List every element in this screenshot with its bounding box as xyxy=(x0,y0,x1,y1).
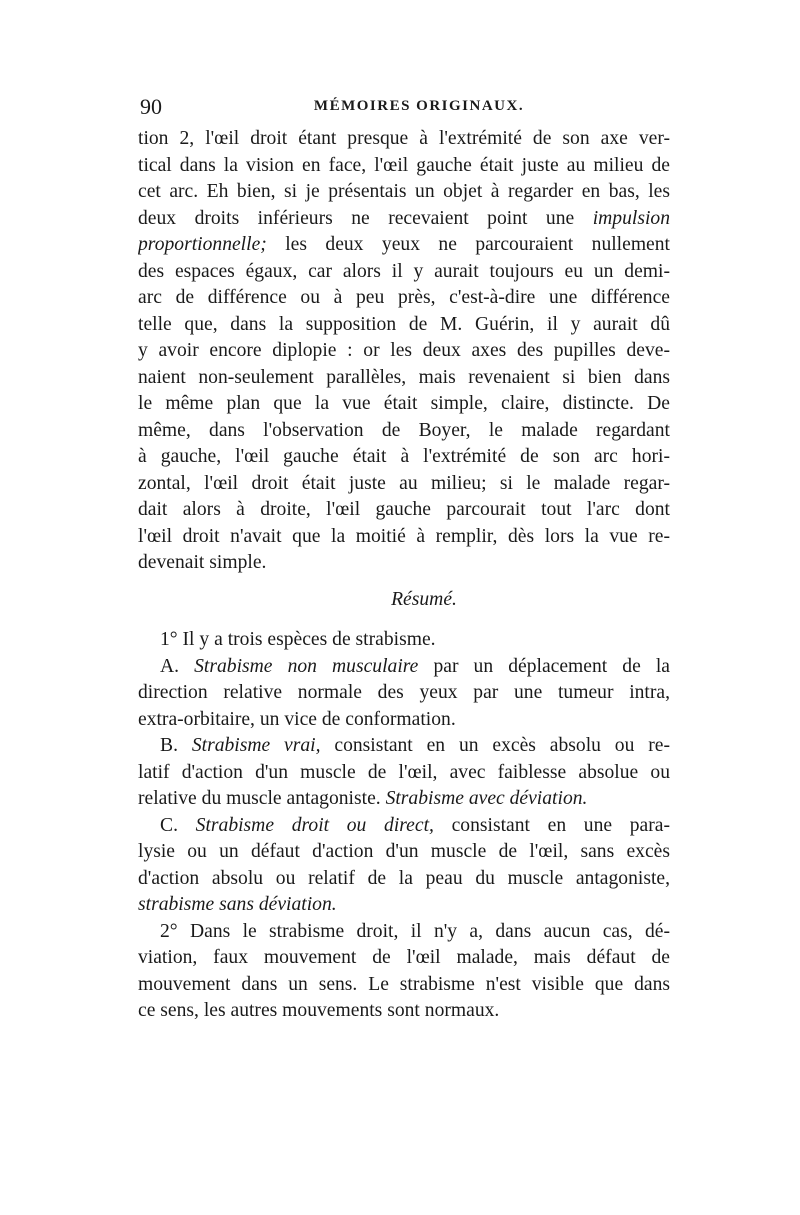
running-title: MÉMOIRES ORIGINAUX. xyxy=(313,98,525,114)
text-run: relative du muscle antagoniste. xyxy=(138,788,386,809)
text-line: telle que, dans la supposition de M. Guérin, il y aurait dû xyxy=(138,313,670,335)
text-line: tical dans la vision en face, l'œil gauche était juste au milieu de xyxy=(138,154,670,176)
running-header xyxy=(138,94,670,126)
italic-term: strabisme sans déviation. xyxy=(138,894,337,915)
text-line xyxy=(138,892,670,919)
text-line: viation, faux mouvement de l'œil malade, mais défaut de xyxy=(138,947,670,968)
italic-term: impulsion xyxy=(592,207,670,229)
summary-point-1: 1° Il y a trois espèces de strabisme. xyxy=(160,629,436,650)
summary-section xyxy=(138,627,670,1025)
text-line: d'action absolu ou relatif de la peau du muscle antagoniste, xyxy=(138,867,670,889)
text-line: l'œil droit n'avait que la moitié à remplir, dès lors la vue re- xyxy=(138,525,670,547)
section-heading: Résumé. xyxy=(391,588,457,610)
text-line: direction relative normale des yeux par une tumeur intra, xyxy=(138,682,670,703)
item-label: B. xyxy=(160,735,192,756)
text-line: latif d'action d'un muscle de l'œil, avec faiblesse absolue ou xyxy=(138,761,670,783)
page-number: 90 xyxy=(140,94,162,119)
text-line: arc de différence ou à peu près, c'est-à-dire une différence xyxy=(138,287,670,308)
text-line: lysie ou un défaut d'action d'un muscle de l'œil, sans excès xyxy=(138,841,670,862)
page xyxy=(138,94,670,1025)
body-paragraph xyxy=(138,126,670,577)
summary-item-b xyxy=(138,733,670,760)
text-line: cet arc. Eh bien, si je présentais un objet à regarder en bas, les xyxy=(138,181,670,202)
text-line: extra-orbitaire, un vice de conformation. xyxy=(138,708,456,730)
summary-item-c xyxy=(138,813,670,840)
text-line: ce sens, les autres mouvements sont normaux. xyxy=(138,1000,500,1021)
text-line: zontal, l'œil droit était juste au milieu; si le malade regar- xyxy=(138,472,670,494)
text-line xyxy=(138,786,670,813)
item-label: A. xyxy=(160,655,195,677)
summary-item-a xyxy=(138,654,670,681)
italic-term: Strabisme non musculaire xyxy=(194,655,419,677)
text-line: des espaces égaux, car alors il y aurait toujours eu un demi- xyxy=(138,260,670,282)
text-line: à gauche, l'œil gauche était à l'extrémité de son arc hori- xyxy=(138,446,670,467)
text-run: deux droits inférieurs ne recevaient point une xyxy=(138,207,593,229)
text-line: naient non-seulement parallèles, mais revenaient si bien dans xyxy=(138,366,670,388)
text-line: le même plan que la vue était simple, claire, distincte. De xyxy=(138,393,670,414)
text-run: consistant en un excès absolu ou re- xyxy=(320,735,670,756)
italic-term: Strabisme avec déviation. xyxy=(385,788,588,809)
text-line: dait alors à droite, l'œil gauche parcourait tout l'arc dont xyxy=(138,499,670,520)
text-line: tion 2, l'œil droit étant presque à l'extrémité de son axe ver- xyxy=(138,128,670,149)
text-line: devenait simple. xyxy=(138,552,267,573)
item-label: C. xyxy=(160,814,196,836)
text-line: y avoir encore diplopie : or les deux axes des pupilles deve- xyxy=(138,340,670,361)
text-run: les deux yeux ne parcouraient nullement xyxy=(266,234,670,255)
italic-term: Strabisme droit ou direct, xyxy=(195,814,434,836)
text-line: mouvement dans un sens. Le strabisme n'est visible que dans xyxy=(138,973,670,995)
text-run: consistant en une para- xyxy=(433,814,670,836)
text-line xyxy=(138,232,670,259)
italic-term: proportionnelle; xyxy=(138,234,267,255)
text-run: par un déplacement de la xyxy=(418,655,670,677)
text-line xyxy=(138,206,670,233)
text-line: même, dans l'observation de Boyer, le malade regardant xyxy=(138,419,670,441)
italic-term: Strabisme vrai, xyxy=(191,735,321,756)
summary-point-2: 2° Dans le strabisme droit, il n'y a, dans aucun cas, dé- xyxy=(160,920,670,942)
